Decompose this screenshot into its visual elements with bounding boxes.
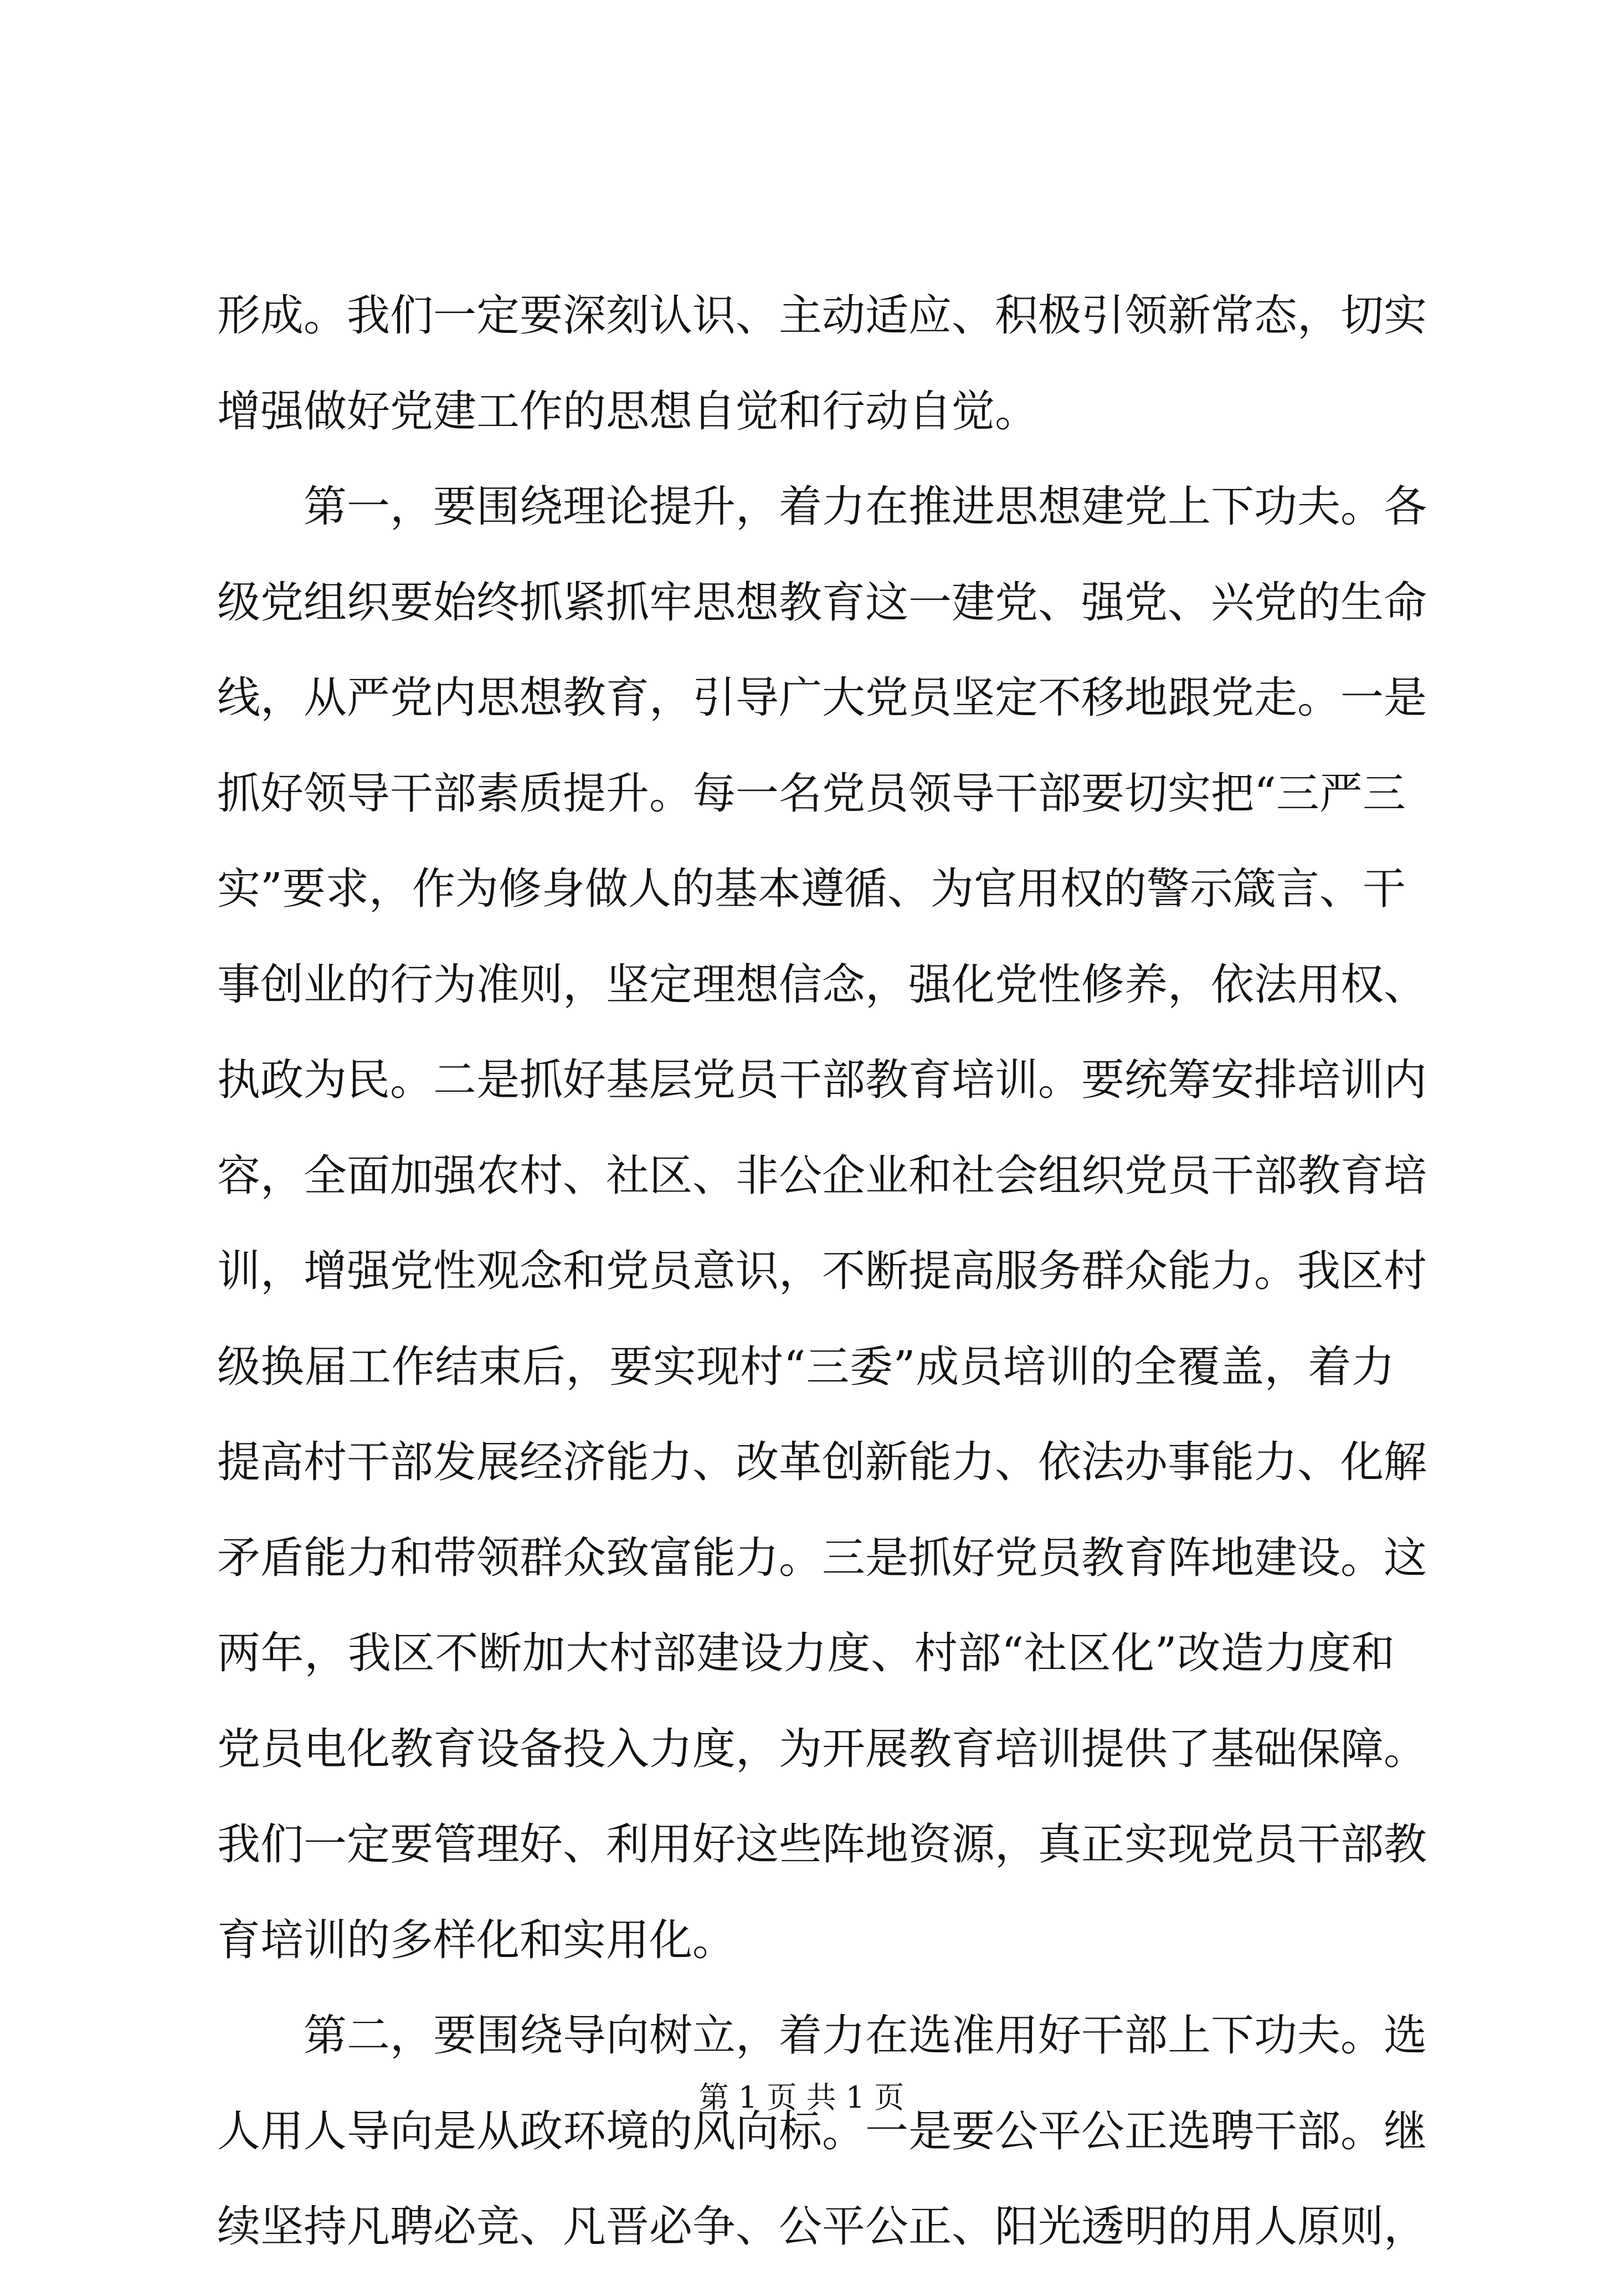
text-line: 党员电化教育设备投入力度，为开展教育培训提供了基础保障。 [217,1724,1427,1774]
text-line: 续坚持凡聘必竞、凡晋必争、公平公正、阳光透明的用人原则， [217,2202,1427,2252]
text-line: 两年，我区不断加大村部建设力度、村部“社区化”改造力度和 [217,1629,1395,1678]
text-line: 容，全面加强农村、社区、非公企业和社会组织党员干部教育培 [217,1150,1427,1201]
text-line: 线，从严党内思想教育，引导广大党员坚定不移地跟党走。一是 [217,673,1427,723]
page-footer: 第 1 页 共 1 页 [698,2080,905,2115]
text-line: 第二，要围绕导向树立，着力在选准用好干部上下功夫。选 [304,2011,1427,2061]
text-line: 育培训的多样化和实用化。 [217,1915,736,1965]
text-line: 实”要求，作为修身做人的基本遵循、为官用权的警示箴言、干 [217,864,1406,914]
text-line: 人用人导向是从政环境的风向标。一是要公平公正选聘干部。继 [217,2106,1427,2156]
text-line: 执政为民。二是抓好基层党员干部教育培训。要统筹安排培训内 [217,1055,1427,1105]
text-line: 我们一定要管理好、利用好这些阵地资源，真正实现党员干部教 [217,1820,1427,1869]
text-line: 增强做好党建工作的思想自觉和行动自觉。 [217,386,1039,436]
text-line: 提高村干部发展经济能力、改革创新能力、依法办事能力、化解 [217,1437,1427,1487]
text-line: 抓好领导干部素质提升。每一名党员领导干部要切实把“三严三 [217,768,1406,819]
body-text [217,289,1427,2296]
text-line: 形成。我们一定要深刻认识、主动适应、积极引领新常态，切实 [217,291,1427,341]
text-line: 第一，要围绕理论提升，着力在推进思想建党上下功夫。各 [304,482,1427,532]
text-line: 级换届工作结束后，要实现村“三委”成员培训的全覆盖，着力 [217,1342,1395,1392]
text-line: 训，增强党性观念和党员意识，不断提高服务群众能力。我区村 [217,1246,1427,1296]
text-line: 级党组织要始终抓紧抓牢思想教育这一建党、强党、兴党的生命 [217,577,1427,628]
text-line: 事创业的行为准则，坚定理想信念，强化党性修养，依法用权、 [217,959,1427,1010]
text-line: 矛盾能力和带领群众致富能力。三是抓好党员教育阵地建设。这 [217,1533,1427,1583]
